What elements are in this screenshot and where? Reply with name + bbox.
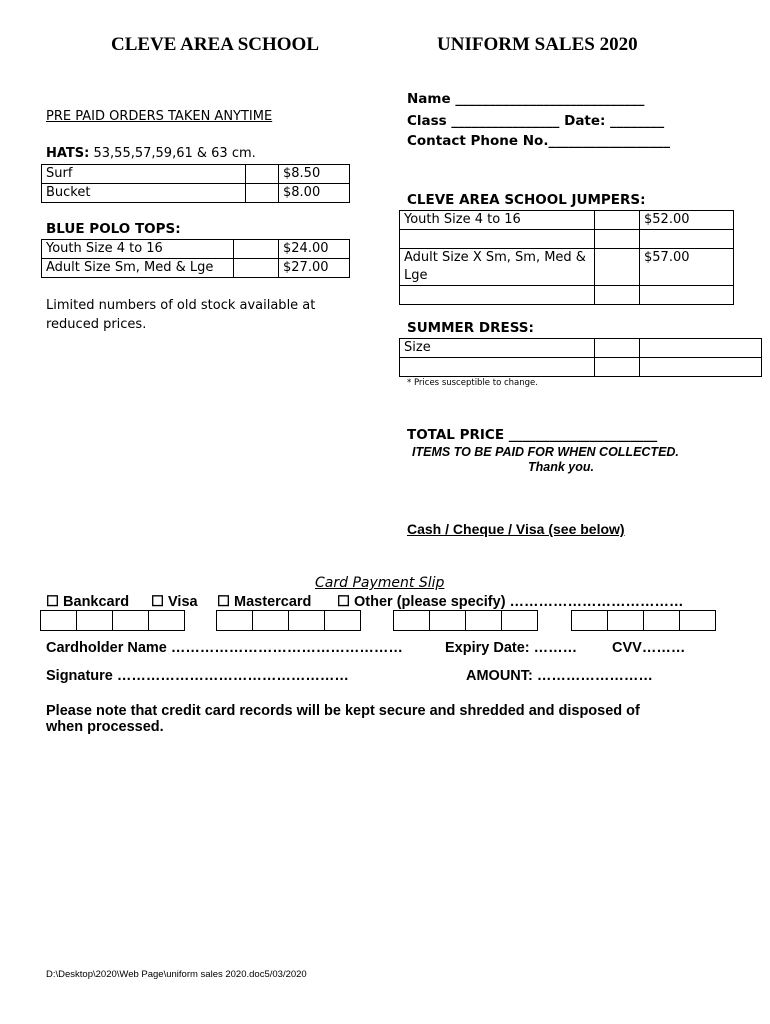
table-row bbox=[400, 249, 734, 286]
table-cell bbox=[595, 358, 640, 377]
table-row bbox=[42, 240, 350, 259]
security-note-line-1: Please note that credit card records will be kept secure and shredded and disposed of bbox=[46, 703, 640, 719]
table-row bbox=[400, 230, 734, 249]
dress-table bbox=[399, 338, 762, 377]
payment-methods: Cash / Cheque / Visa (see below) bbox=[407, 521, 625, 537]
table-cell bbox=[234, 259, 279, 278]
table-cell: Adult Size Sm, Med & Lge bbox=[42, 259, 234, 278]
card-number-group-2[interactable] bbox=[217, 610, 361, 631]
expiry-date-field[interactable]: Expiry Date: ……… bbox=[445, 640, 578, 656]
class-date-field[interactable]: Class ________________ Date: ________ bbox=[407, 113, 665, 129]
table-row bbox=[42, 259, 350, 278]
preorder-heading: PRE PAID ORDERS TAKEN ANYTIME bbox=[46, 109, 273, 124]
table-cell bbox=[595, 339, 640, 358]
paid-note: ITEMS TO BE PAID FOR WHEN COLLECTED. bbox=[412, 445, 679, 459]
mastercard-checkbox[interactable]: ☐ Mastercard bbox=[217, 594, 312, 610]
other-checkbox[interactable]: ☐ Other (please specify) ……………………………… bbox=[337, 594, 684, 610]
phone-field[interactable]: Contact Phone No.__________________ bbox=[407, 133, 670, 149]
card-number-group-4[interactable] bbox=[572, 610, 716, 631]
table-cell bbox=[640, 286, 734, 305]
hats-label: HATS: bbox=[46, 146, 90, 161]
table-cell: $8.00 bbox=[279, 184, 350, 203]
table-cell bbox=[595, 211, 640, 230]
cvv-field[interactable]: CVV……… bbox=[612, 640, 686, 656]
table-cell bbox=[246, 165, 279, 184]
table-cell bbox=[246, 184, 279, 203]
thanks-note: Thank you. bbox=[528, 460, 594, 474]
dress-heading: SUMMER DRESS: bbox=[407, 320, 534, 336]
signature-field[interactable]: Signature ………………………………………… bbox=[46, 668, 349, 684]
visa-checkbox[interactable]: ☐ Visa bbox=[151, 594, 198, 610]
jumpers-table bbox=[399, 210, 734, 305]
table-cell bbox=[400, 286, 595, 305]
table-cell bbox=[400, 230, 595, 249]
polo-heading: BLUE POLO TOPS: bbox=[46, 221, 181, 237]
table-row bbox=[400, 286, 734, 305]
stock-note-line-2: reduced prices. bbox=[46, 317, 147, 332]
prices-note: * Prices susceptible to change. bbox=[407, 378, 538, 388]
table-cell: Bucket bbox=[42, 184, 246, 203]
table-cell: $57.00 bbox=[640, 249, 734, 286]
sales-title: UNIFORM SALES 2020 bbox=[437, 34, 638, 55]
stock-note-line-1: Limited numbers of old stock available at bbox=[46, 298, 316, 313]
cardholder-name-field[interactable]: Cardholder Name ………………………………………… bbox=[46, 640, 403, 656]
card-slip-title: Card Payment Slip bbox=[315, 575, 445, 591]
table-cell bbox=[595, 249, 640, 286]
file-path-footer: D:\Desktop\2020\Web Page\uniform sales 2020.doc5/03/2020 bbox=[46, 969, 307, 980]
name-field[interactable]: Name ____________________________ bbox=[407, 91, 645, 107]
table-row bbox=[400, 211, 734, 230]
table-cell: $24.00 bbox=[279, 240, 350, 259]
total-price-field[interactable]: TOTAL PRICE ______________________ bbox=[407, 427, 658, 443]
table-cell bbox=[595, 230, 640, 249]
polo-table bbox=[41, 239, 350, 278]
table-cell: Youth Size 4 to 16 bbox=[400, 211, 595, 230]
table-cell: $27.00 bbox=[279, 259, 350, 278]
table-cell bbox=[595, 286, 640, 305]
security-note-line-2: when processed. bbox=[46, 719, 164, 735]
table-cell: Adult Size X Sm, Sm, Med & Lge bbox=[400, 249, 595, 286]
hats-line bbox=[46, 146, 256, 161]
table-cell: Surf bbox=[42, 165, 246, 184]
table-cell bbox=[640, 230, 734, 249]
school-title: CLEVE AREA SCHOOL bbox=[111, 34, 319, 55]
table-cell bbox=[640, 339, 762, 358]
table-cell: $8.50 bbox=[279, 165, 350, 184]
hats-sizes: 53,55,57,59,61 & 63 cm. bbox=[89, 146, 256, 161]
table-row bbox=[42, 165, 350, 184]
table-cell: Size bbox=[400, 339, 595, 358]
table-cell bbox=[234, 240, 279, 259]
table-row bbox=[400, 358, 762, 377]
card-number-group-3[interactable] bbox=[394, 610, 538, 631]
table-cell: $52.00 bbox=[640, 211, 734, 230]
bankcard-checkbox[interactable]: ☐ Bankcard bbox=[46, 594, 130, 610]
table-cell bbox=[400, 358, 595, 377]
amount-field[interactable]: AMOUNT: …………………… bbox=[466, 668, 653, 684]
hats-table bbox=[41, 164, 350, 203]
table-row bbox=[400, 339, 762, 358]
jumpers-heading: CLEVE AREA SCHOOL JUMPERS: bbox=[407, 192, 646, 208]
table-row bbox=[42, 184, 350, 203]
table-cell bbox=[640, 358, 762, 377]
table-cell: Youth Size 4 to 16 bbox=[42, 240, 234, 259]
card-number-group-1[interactable] bbox=[41, 610, 185, 631]
